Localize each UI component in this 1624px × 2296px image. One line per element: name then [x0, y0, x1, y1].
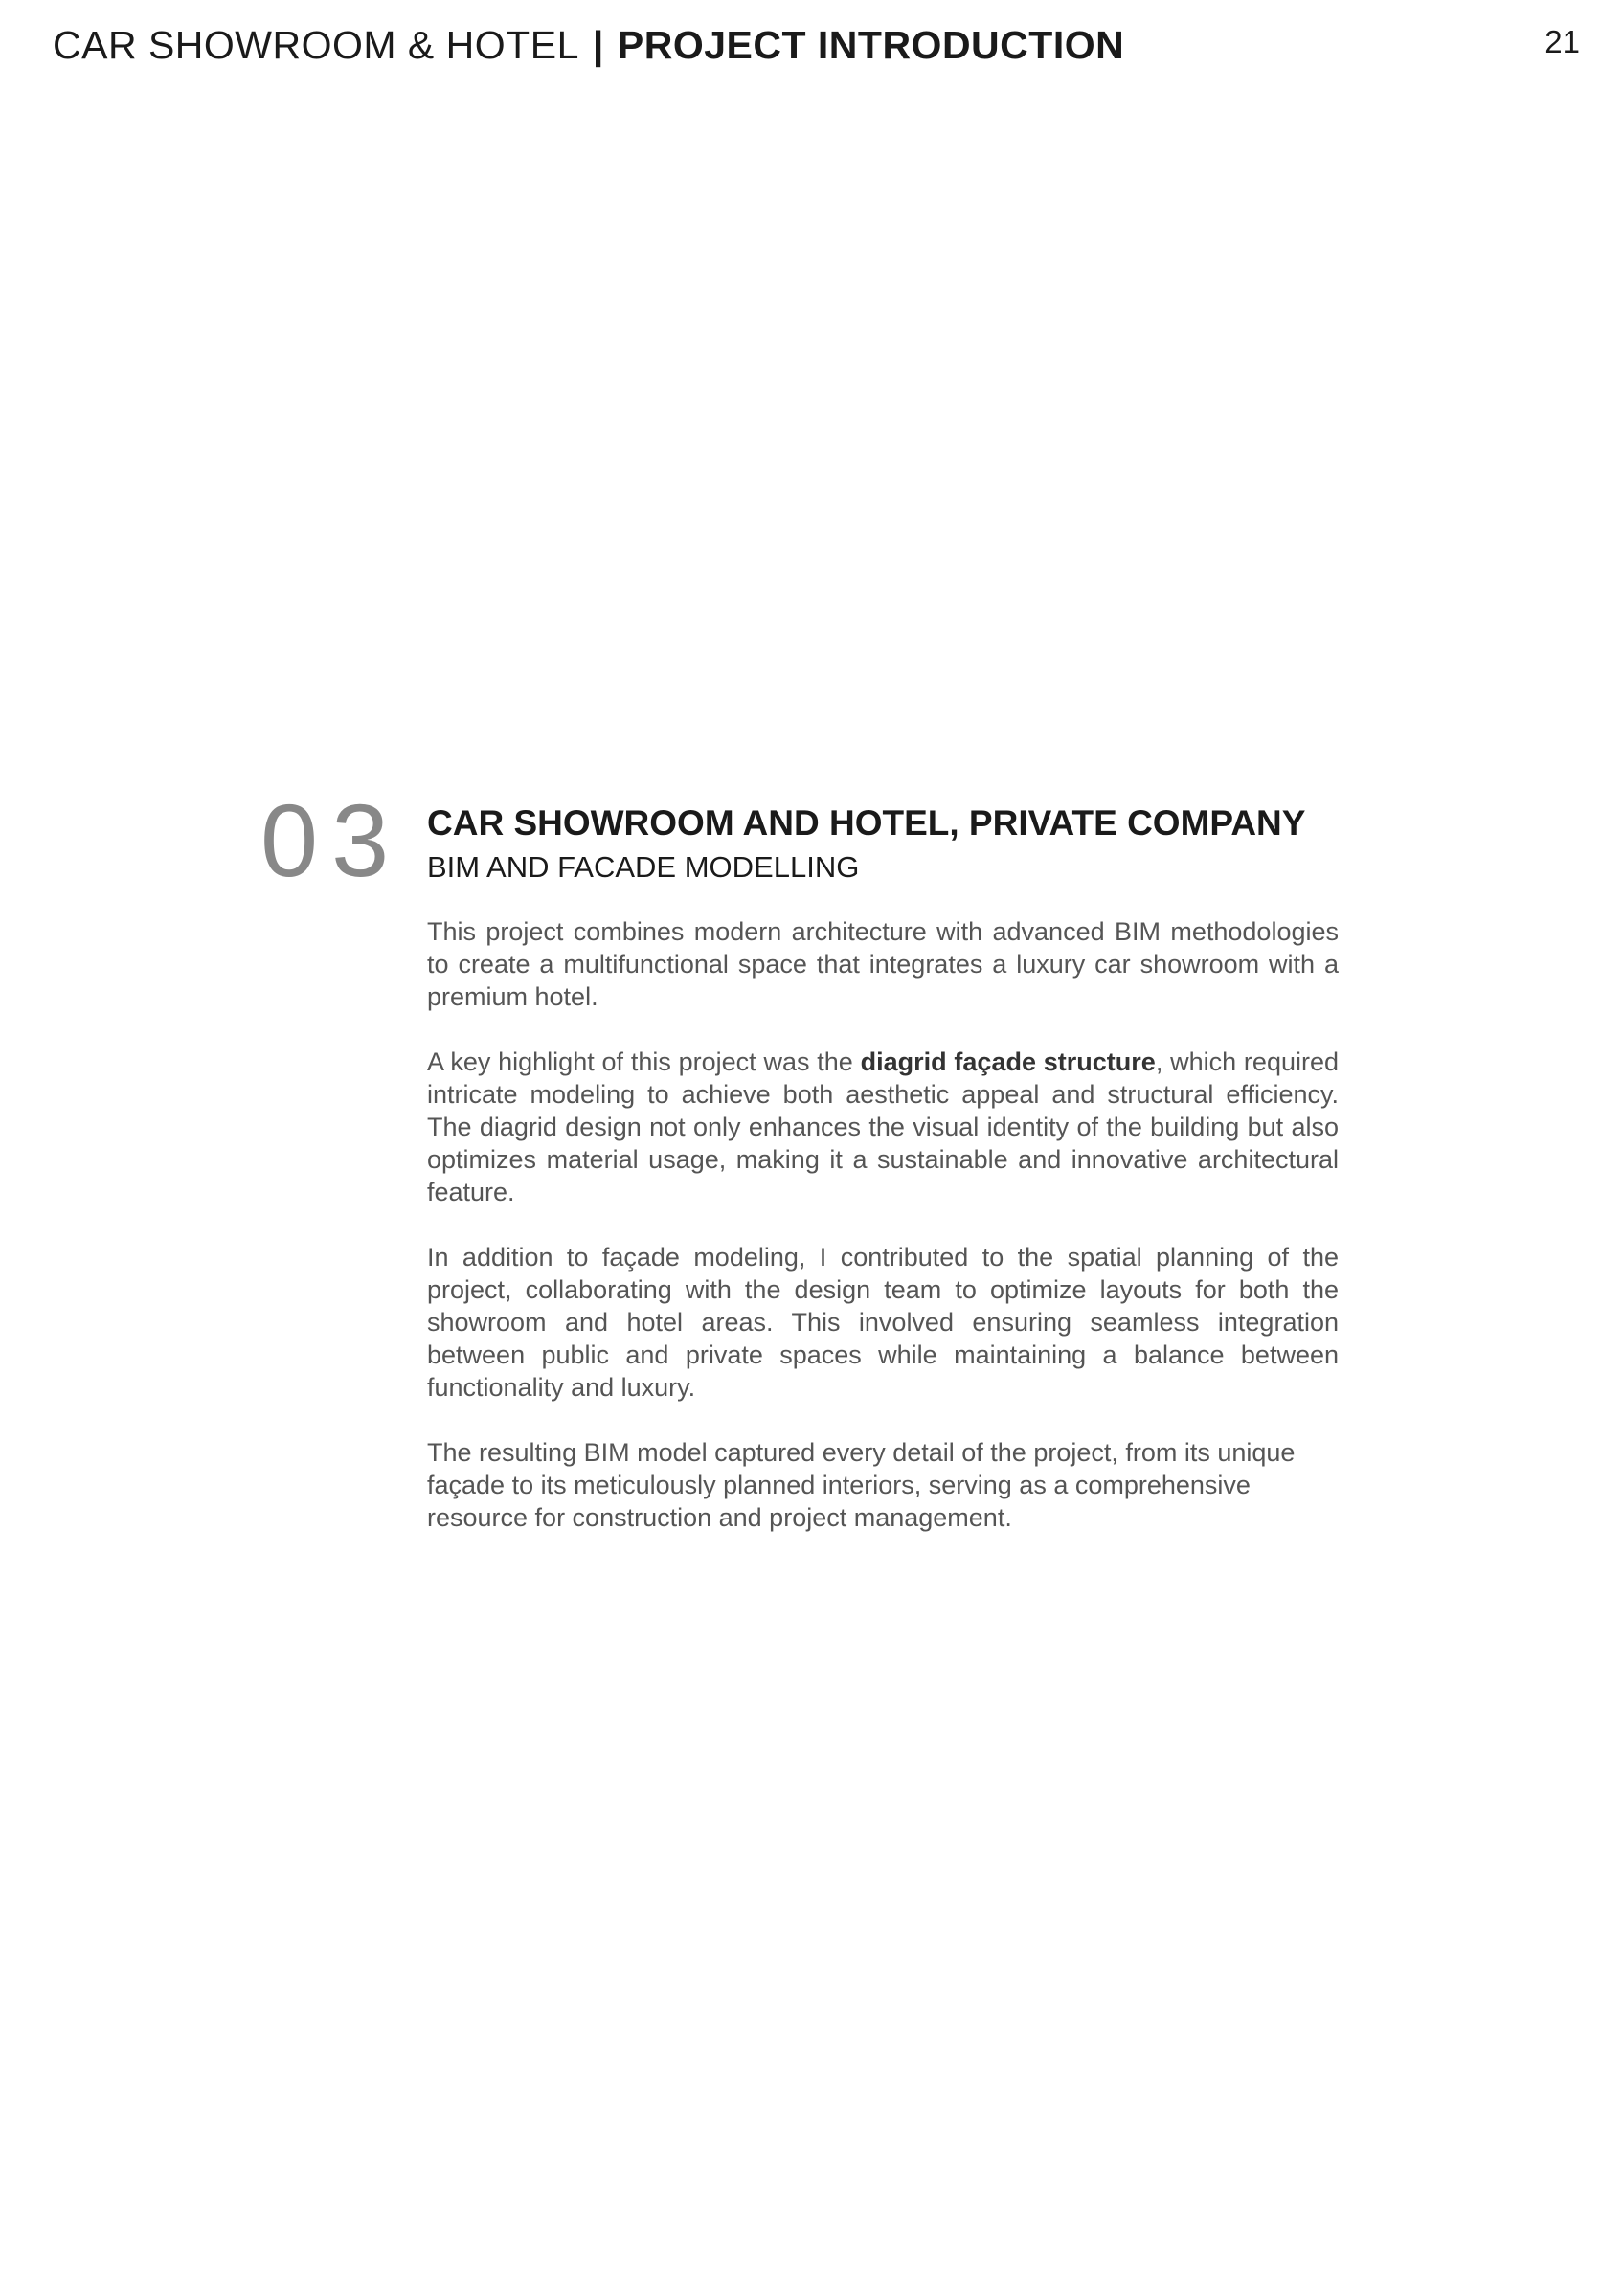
paragraph-facade-start: A key highlight of this project was the	[427, 1047, 861, 1076]
header-section-name: PROJECT INTRODUCTION	[617, 23, 1125, 67]
paragraph-facade	[427, 1046, 1339, 1208]
header-project-name: CAR SHOWROOM & HOTEL	[53, 23, 579, 67]
project-number: 03	[260, 782, 403, 898]
highlight-diagrid: diagrid façade structure	[860, 1047, 1156, 1076]
paragraph-intro: This project combines modern architecture with advanced BIM methodologies to create a multifunctional space that integrates a luxury car showroom with a premium hotel.	[427, 917, 1339, 1011]
project-content	[427, 800, 1342, 1566]
page-number: 21	[1545, 24, 1580, 59]
paragraph-facade-end: , which required intricate modeling to achieve both aesthetic appeal and structural efficiency. The diagrid design not only enhances the visual identity of the building but also optimizes material usage, making it a sustainable and innovative architectural feature.	[427, 1047, 1339, 1206]
paragraph-planning: In addition to façade modeling, I contributed to the spatial planning of the project, collaborating with the design team to optimize layouts for both the showroom and hotel areas. This involved ensuring seamless integration between public and private spaces while maintaining a balance between functionality and luxury.	[427, 1243, 1339, 1402]
project-description	[427, 915, 1339, 1534]
header-separator: |	[592, 23, 604, 67]
project-subtitle: BIM AND FACADE MODELLING	[427, 850, 860, 884]
paragraph-result: The resulting BIM model captured every detail of the project, from its unique façade to its meticulously planned interiors, serving as a comprehensive resource for construction and project management.	[427, 1438, 1296, 1532]
project-title: CAR SHOWROOM AND HOTEL, PRIVATE COMPANY	[427, 803, 1306, 843]
header-title	[53, 19, 1124, 71]
